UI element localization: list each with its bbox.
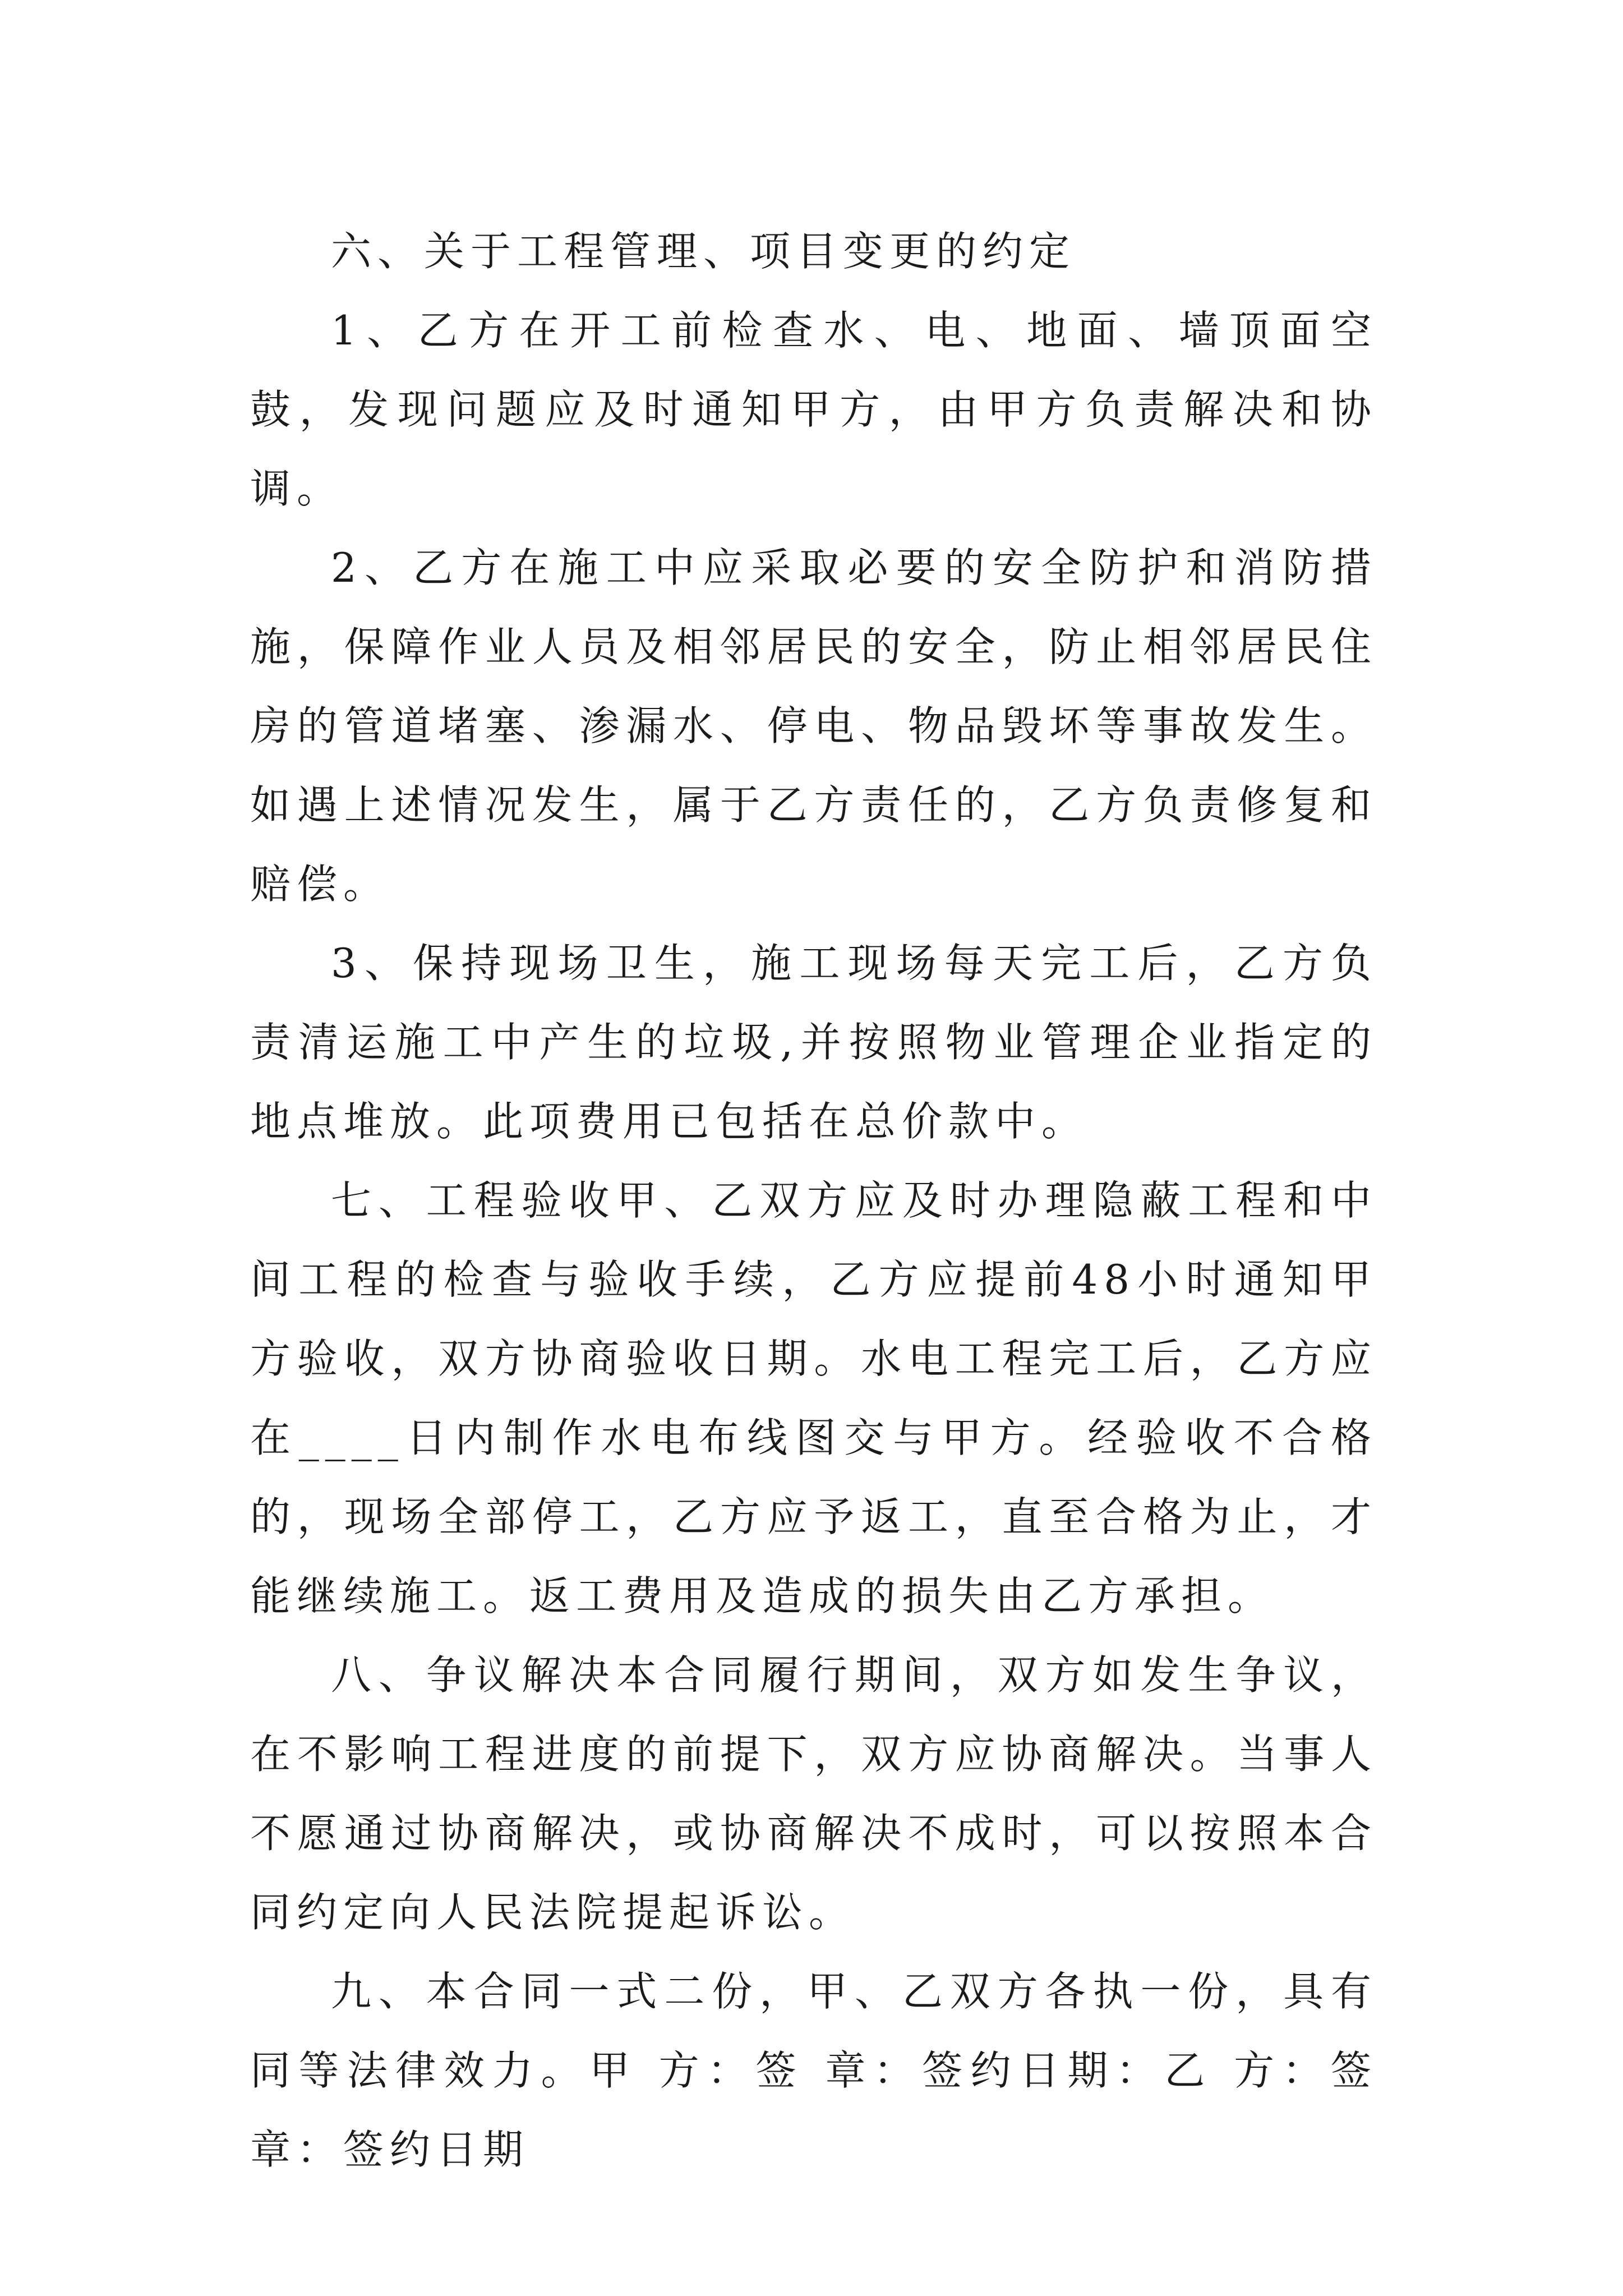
section-heading-6: 六、关于工程管理、项目变更的约定 <box>331 228 1076 275</box>
section-9-signature: 九、本合同一式二份，甲、乙双方各执一份，具有同等法律效力。甲 方：签 章：签约日期：乙 方：签 章：签约日期 <box>250 1968 1377 2173</box>
section-7-acceptance: 七、工程验收甲、乙双方应及时办理隐蔽工程和中间工程的检查与验收手续，乙方应提前48小时通知甲方验收，双方协商验收日期。水电工程完工后，乙方应在____日内制作水电布线图交与甲方。经验收不合格的，现场全部停工，乙方应予返工，直至合格为止，才能继续施工。返工费用及造成的损失由乙方承担。 <box>250 1177 1377 1619</box>
document-body <box>250 212 1377 2189</box>
clause-6-1: 1、乙方在开工前检查水、电、地面、墙顶面空鼓，发现问题应及时通知甲方，由甲方负责解决和协调。 <box>250 307 1377 512</box>
section-8-dispute: 八、争议解决本合同履行期间，双方如发生争议，在不影响工程进度的前提下，双方应协商解决。当事人不愿通过协商解决，或协商解决不成时，可以按照本合同约定向人民法院提起诉讼。 <box>250 1651 1377 1936</box>
clause-6-3: 3、保持现场卫生，施工现场每天完工后，乙方负责清运施工中产生的垃圾,并按照物业管理企业指定的地点堆放。此项费用已包括在总价款中。 <box>250 940 1377 1145</box>
clause-6-2: 2、乙方在施工中应采取必要的安全防护和消防措施，保障作业人员及相邻居民的安全，防止相邻居民住房的管道堵塞、渗漏水、停电、物品毁坏等事故发生。如遇上述情况发生，属于乙方责任的，乙方负责修复和赔偿。 <box>250 544 1377 908</box>
